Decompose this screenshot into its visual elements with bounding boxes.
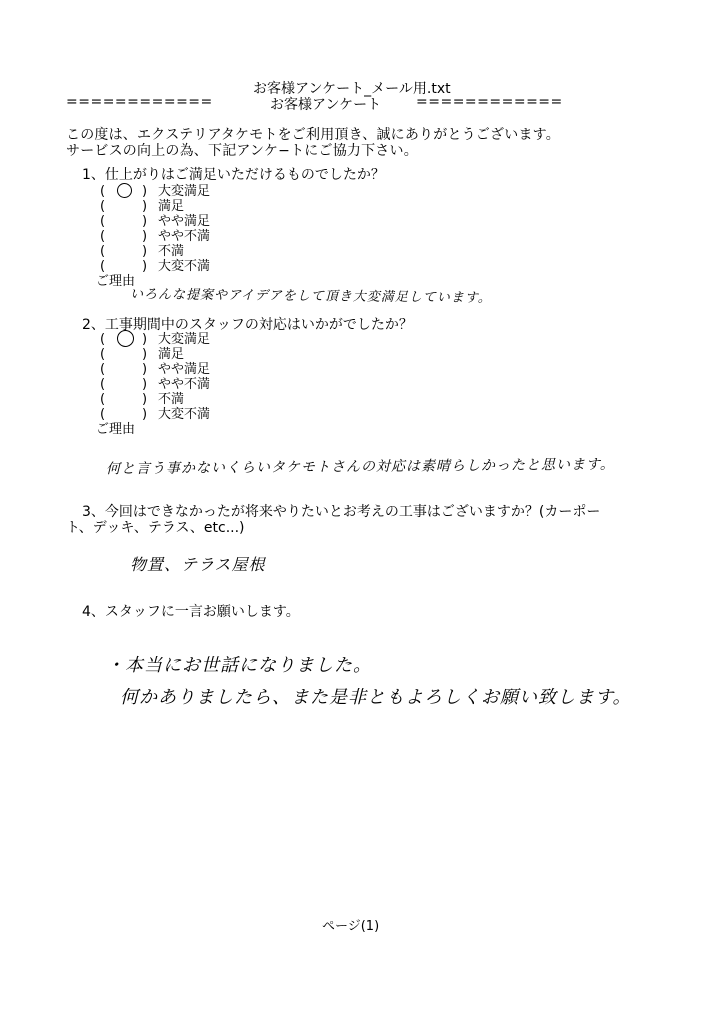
q1-option-6[interactable]: ( ) 大変不満: [100, 259, 211, 274]
q1-option-3[interactable]: ( ) やや満足: [100, 214, 211, 229]
q1-reason-label: ご理由: [96, 274, 136, 289]
q1-handwritten-reason: いろんな提案やアイデアをして頂き大変満足しています。: [129, 287, 492, 306]
q2-option-6[interactable]: ( ) 大変不満: [100, 407, 211, 422]
intro-line-2: サービスの向上の為、下記アンケ−トにご協力下さい。: [66, 143, 418, 159]
q4-handwritten-line-1: ・本当にお世話になりました。: [106, 655, 372, 676]
question-1-text: 1、仕上がりはご満足いただけるものでしたか？: [82, 167, 385, 183]
filename-title: お客様アンケート_メール用.txt: [253, 81, 451, 97]
q2-option-label: やや満足: [158, 362, 211, 377]
page-number: ページ(1): [322, 919, 380, 934]
q2-reason-label: ご理由: [96, 422, 136, 437]
q1-option-4[interactable]: ( ) やや不満: [100, 229, 211, 244]
q1-option-label: やや不満: [158, 229, 211, 244]
q1-option-label: やや満足: [158, 214, 211, 229]
question-2-text: 2、工事期間中のスタッフの対応はいかがでしたか？: [82, 317, 413, 333]
q3-handwritten-answer: 物置、テラス屋根: [130, 555, 266, 574]
q1-option-label: 不満: [158, 244, 185, 259]
intro-line-1: この度は、エクステリアタケモトをご利用頂き、誠にありがとうございます。: [66, 127, 560, 143]
q2-option-1[interactable]: ( ) 大変満足: [100, 332, 211, 347]
q2-option-5[interactable]: ( ) 不満: [100, 392, 185, 407]
q2-option-label: 大変不満: [158, 407, 211, 422]
q1-option-2[interactable]: ( ) 満足: [100, 199, 185, 214]
q1-option-5[interactable]: ( ) 不満: [100, 244, 185, 259]
question-4-text: 4、スタッフに一言お願いします。: [82, 604, 300, 620]
q1-option-1[interactable]: ( ) 大変満足: [100, 184, 211, 199]
q2-option-2[interactable]: ( ) 満足: [100, 347, 185, 362]
q2-option-label: 大変満足: [158, 332, 211, 347]
q1-option-label: 大変満足: [158, 184, 211, 199]
q2-option-label: 不満: [158, 392, 185, 407]
header-rule-right: ============: [416, 94, 563, 110]
question-3-text-line-2: ト、デッキ、テラス、etc...): [66, 520, 245, 536]
q2-option-label: 満足: [158, 347, 185, 362]
q2-option-4[interactable]: ( ) やや不満: [100, 377, 211, 392]
q4-handwritten-line-2: 何かありましたら、また是非ともよろしくお願い致します。: [120, 687, 632, 708]
survey-title: お客様アンケート: [270, 97, 382, 113]
q2-handwritten-reason: 何と言う事かないくらいタケモトさんの対応は素晴らしかったと思います。: [105, 456, 615, 478]
q1-option-label: 大変不満: [158, 259, 211, 274]
q1-option-label: 満足: [158, 199, 185, 214]
question-3-text-line-1: 3、今回はできなかったが将来やりたいとお考えの工事はございますか？(カーポー: [82, 504, 601, 520]
header-rule-left: ============: [66, 94, 213, 110]
q2-option-label: やや不満: [158, 377, 211, 392]
q2-option-3[interactable]: ( ) やや満足: [100, 362, 211, 377]
